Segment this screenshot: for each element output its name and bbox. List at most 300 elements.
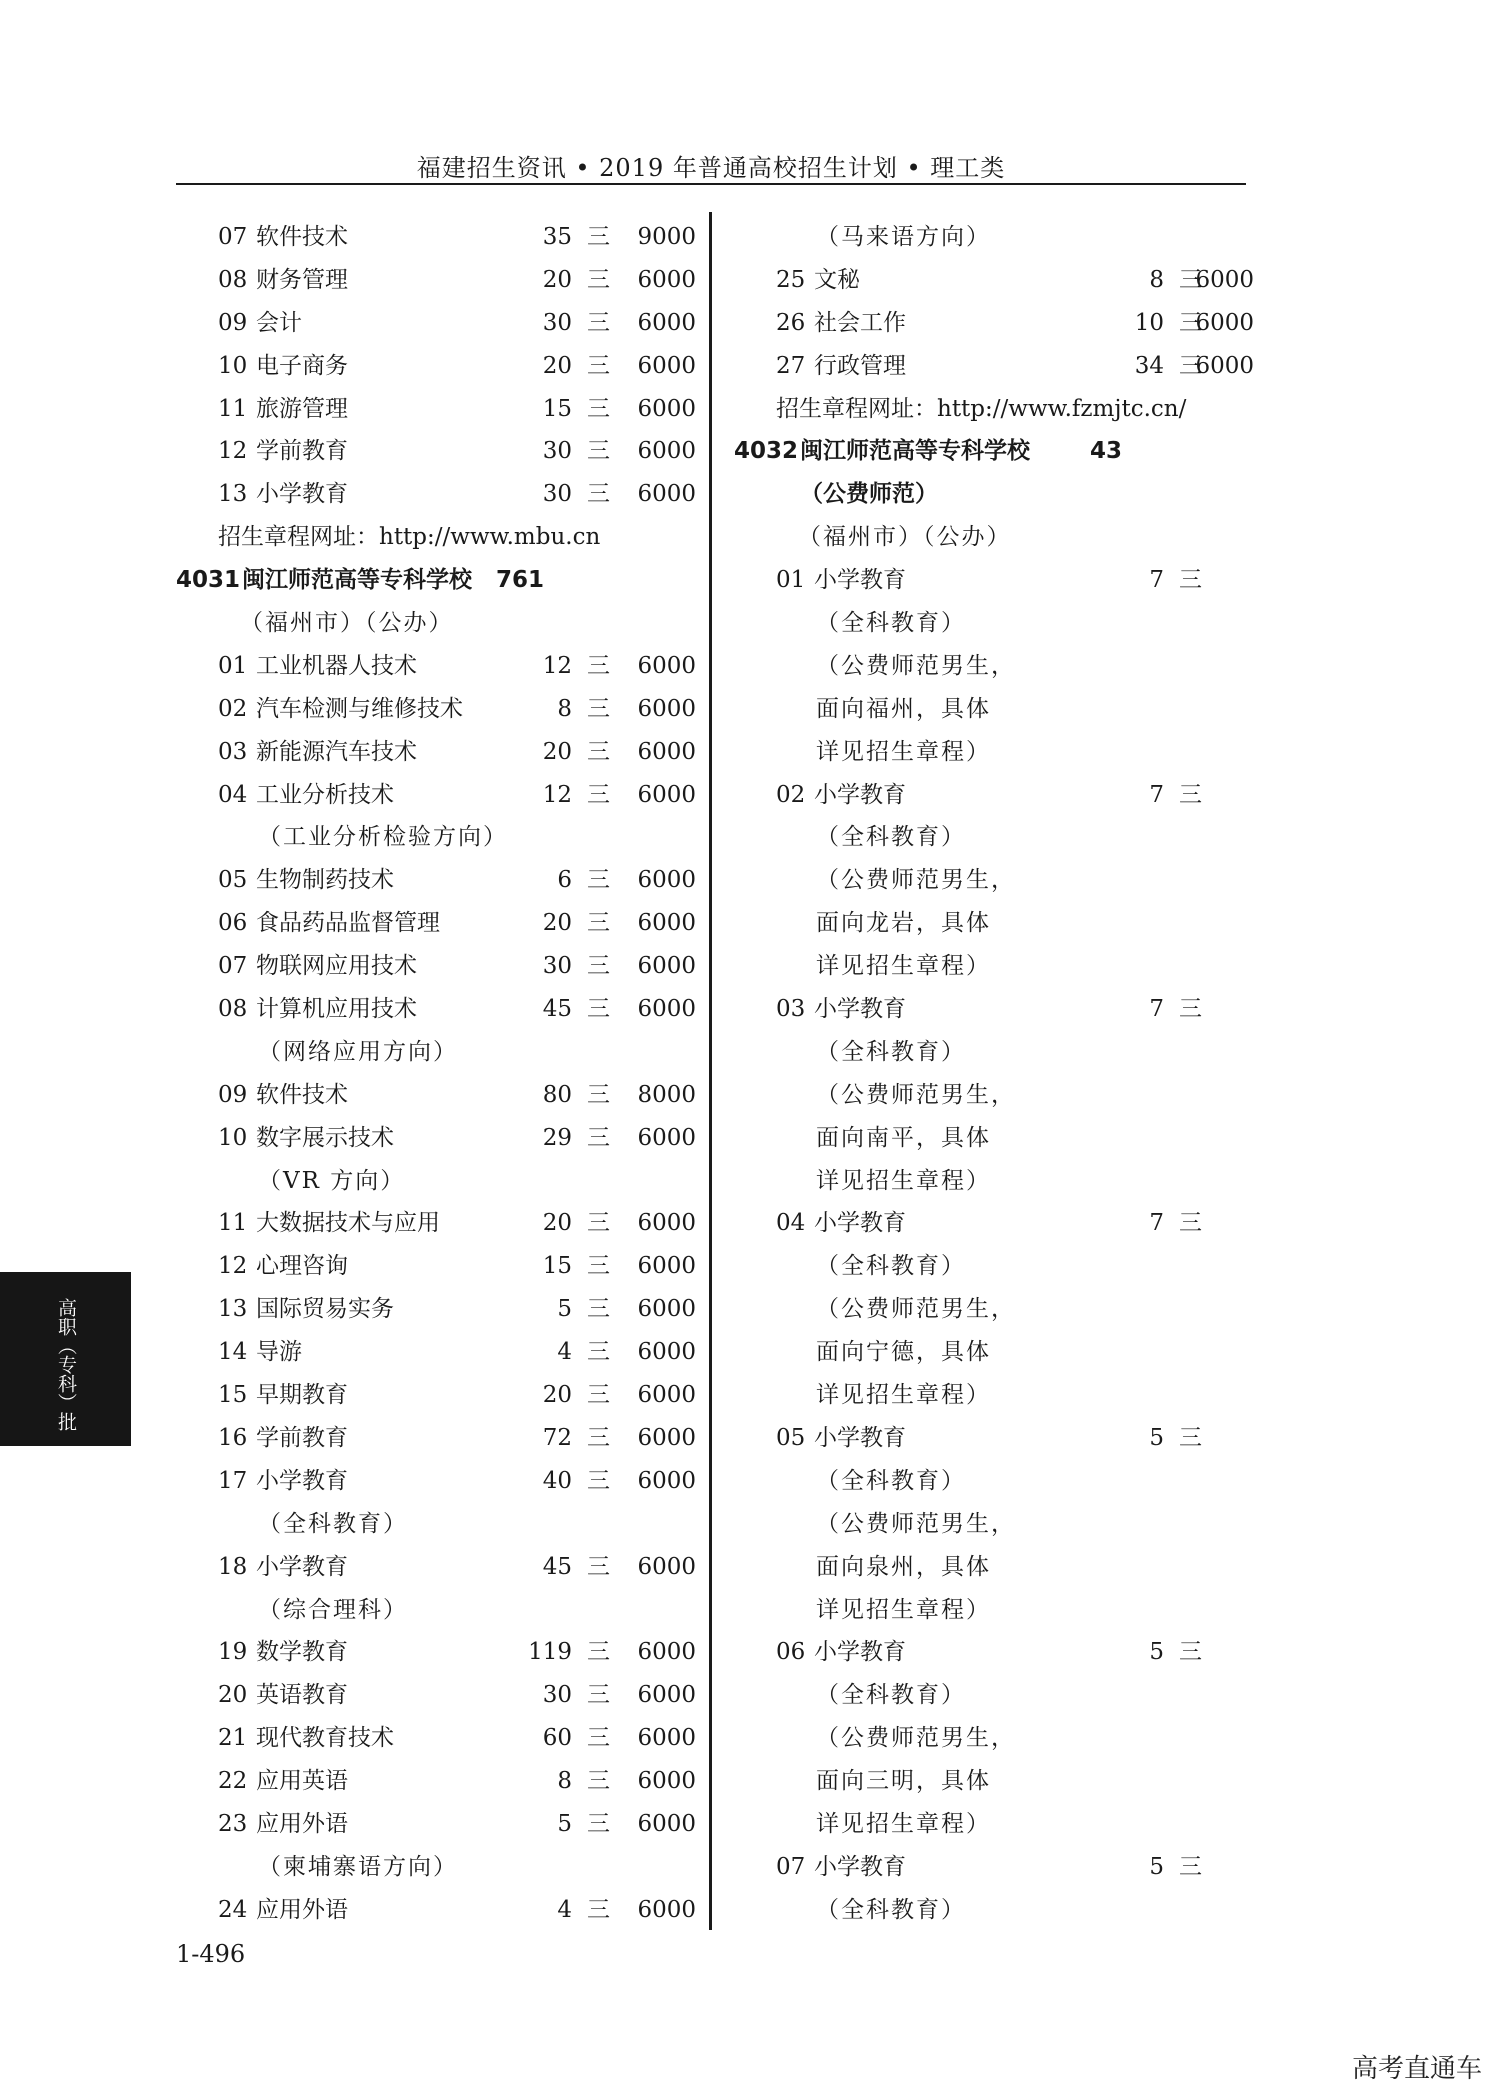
- major-name: 应用英语: [256, 1768, 348, 1795]
- major-years: 三: [587, 266, 610, 293]
- major-code: 06: [776, 1639, 806, 1666]
- major-plan-count: 72: [542, 1424, 572, 1451]
- major-code: 13: [218, 1296, 248, 1323]
- major-fee: 6000: [637, 1639, 696, 1666]
- major-fee: 6000: [637, 910, 696, 937]
- major-fee: 6000: [637, 1896, 696, 1923]
- major-fee: 6000: [637, 1424, 696, 1451]
- major-name: 小学教育: [814, 1210, 906, 1237]
- major-years: 三: [587, 1339, 610, 1366]
- major-name: 汽车检测与维修技术: [256, 695, 463, 722]
- right-column: [734, 216, 1254, 1932]
- side-tab: [0, 1272, 131, 1446]
- major-code: 10: [218, 352, 248, 379]
- major-name: 文秘: [814, 266, 860, 293]
- major-code: 06: [218, 910, 248, 937]
- major-plan-count: 7: [1149, 996, 1164, 1023]
- major-note-row: [734, 1117, 1254, 1160]
- major-name: 小学教育: [814, 1853, 906, 1880]
- major-years: 三: [587, 1553, 610, 1580]
- major-note-row: [734, 602, 1254, 645]
- major-years: 三: [587, 1810, 610, 1837]
- major-years: 三: [1179, 266, 1202, 293]
- major-fee: 6000: [637, 738, 696, 765]
- major-code: 05: [776, 1424, 806, 1451]
- major-years: 三: [587, 781, 610, 808]
- major-note: （公费师范男生，: [816, 867, 1016, 894]
- major-plan-count: 119: [528, 1639, 572, 1666]
- major-fee: 6000: [637, 1682, 696, 1709]
- major-fee: 6000: [637, 1768, 696, 1795]
- major-note: （全科教育）: [816, 610, 966, 637]
- major-fee: 6000: [637, 1382, 696, 1409]
- major-fee: 6000: [637, 1339, 696, 1366]
- major-name: 小学教育: [256, 481, 348, 508]
- major-name: 心理咨询: [256, 1253, 348, 1280]
- major-row: [734, 1202, 1254, 1245]
- major-code: 05: [218, 867, 248, 894]
- major-row: [176, 1245, 696, 1288]
- major-row: [734, 1846, 1254, 1889]
- major-fee: 6000: [637, 438, 696, 465]
- major-code: 04: [218, 781, 248, 808]
- major-note: （网络应用方向）: [258, 1038, 458, 1065]
- major-row: [734, 345, 1254, 388]
- side-tab-label: 高职（专科）批: [55, 1298, 77, 1431]
- major-name: 应用外语: [256, 1896, 348, 1923]
- major-fee: 6000: [637, 996, 696, 1023]
- major-note: （综合理科）: [258, 1596, 408, 1623]
- major-note: （全科教育）: [816, 1682, 966, 1709]
- major-plan-count: 30: [542, 953, 572, 980]
- major-row: [176, 1803, 696, 1846]
- major-years: 三: [1179, 1853, 1202, 1880]
- major-code: 09: [218, 1081, 248, 1108]
- major-code: 11: [218, 1210, 248, 1237]
- charter-url: 招生章程网址：http://www.mbu.cn: [218, 524, 601, 551]
- major-name: 小学教育: [814, 567, 906, 594]
- major-fee: 6000: [637, 309, 696, 336]
- major-row: [176, 1546, 696, 1589]
- major-code: 27: [776, 352, 806, 379]
- major-note: （公费师范男生，: [816, 1081, 1016, 1108]
- major-code: 12: [218, 1253, 248, 1280]
- major-plan-count: 20: [542, 910, 572, 937]
- school-quota: 761: [496, 567, 545, 594]
- major-years: 三: [587, 1382, 610, 1409]
- major-fee: 8000: [637, 1081, 696, 1108]
- major-row: [176, 1717, 696, 1760]
- location-note-row: [176, 602, 696, 645]
- major-plan-count: 40: [542, 1467, 572, 1494]
- major-name: 小学教育: [814, 1424, 906, 1451]
- major-fee: 6000: [637, 1124, 696, 1151]
- major-code: 09: [218, 309, 248, 336]
- major-row: [734, 1417, 1254, 1460]
- major-code: 07: [776, 1853, 806, 1880]
- major-name: 旅游管理: [256, 395, 348, 422]
- major-fee: 6000: [637, 1210, 696, 1237]
- major-note: 面向龙岩，具体: [816, 910, 991, 937]
- major-plan-count: 20: [542, 1382, 572, 1409]
- major-note-row: [734, 1589, 1254, 1632]
- major-years: 三: [587, 1210, 610, 1237]
- major-plan-count: 30: [542, 309, 572, 336]
- major-name: 小学教育: [814, 1639, 906, 1666]
- location-note-row: [734, 516, 1254, 559]
- major-plan-count: 29: [542, 1124, 572, 1151]
- major-fee: 6000: [637, 395, 696, 422]
- major-note-row: [176, 816, 696, 859]
- school-code: 4031: [176, 567, 241, 594]
- major-fee: 6000: [637, 1467, 696, 1494]
- major-code: 20: [218, 1682, 248, 1709]
- major-plan-count: 30: [542, 481, 572, 508]
- major-row: [176, 1288, 696, 1331]
- major-fee: 6000: [637, 781, 696, 808]
- major-row: [176, 388, 696, 431]
- major-plan-count: 8: [1149, 266, 1164, 293]
- major-code: 01: [218, 652, 248, 679]
- major-years: 三: [587, 910, 610, 937]
- major-fee: 6000: [637, 1296, 696, 1323]
- major-code: 15: [218, 1382, 248, 1409]
- major-name: 数字展示技术: [256, 1124, 394, 1151]
- major-row: [176, 345, 696, 388]
- major-code: 16: [218, 1424, 248, 1451]
- major-row: [176, 1760, 696, 1803]
- major-name: 小学教育: [814, 996, 906, 1023]
- major-plan-count: 35: [542, 224, 572, 250]
- major-years: 三: [1179, 1639, 1202, 1666]
- major-plan-count: 20: [542, 1210, 572, 1237]
- major-note-row: [176, 1589, 696, 1632]
- major-years: 三: [587, 1424, 610, 1451]
- major-row: [176, 1202, 696, 1245]
- major-note-row: [734, 1074, 1254, 1117]
- major-name: 国际贸易实务: [256, 1296, 394, 1323]
- charter-url-row: [734, 388, 1254, 431]
- major-plan-count: 4: [557, 1896, 572, 1923]
- major-years: 三: [1179, 1210, 1202, 1237]
- major-years: 三: [587, 652, 610, 679]
- major-years: 三: [587, 481, 610, 508]
- major-row: [176, 1117, 696, 1160]
- major-note-row: [734, 688, 1254, 731]
- major-code: 17: [218, 1467, 248, 1494]
- major-note: （公费师范男生，: [816, 1296, 1016, 1323]
- school-name: 闽江师范高等专科学校: [242, 567, 472, 594]
- major-note: （马来语方向）: [816, 224, 991, 250]
- major-fee: 6000: [637, 1253, 696, 1280]
- major-fee: 6000: [637, 867, 696, 894]
- school-row: [734, 430, 1254, 473]
- major-fee: 6000: [637, 695, 696, 722]
- major-fee: 6000: [637, 266, 696, 293]
- page-number: 1-496: [176, 1940, 246, 1968]
- major-plan-count: 5: [557, 1296, 572, 1323]
- major-note: 面向三明，具体: [816, 1768, 991, 1795]
- major-name: 工业分析技术: [256, 781, 394, 808]
- major-years: 三: [1179, 309, 1202, 336]
- school-name: 闽江师范高等专科学校: [800, 438, 1030, 465]
- major-code: 07: [218, 224, 248, 250]
- major-note-row: [734, 1031, 1254, 1074]
- major-code: 23: [218, 1810, 248, 1837]
- major-plan-count: 7: [1149, 1210, 1164, 1237]
- major-name: 食品药品监督管理: [256, 910, 440, 937]
- major-name: 电子商务: [256, 352, 348, 379]
- major-note-row: [734, 1245, 1254, 1288]
- school-code: 4032: [734, 438, 799, 465]
- major-name: 生物制药技术: [256, 867, 394, 894]
- major-note: （公费师范男生，: [816, 1510, 1016, 1537]
- major-years: 三: [587, 1768, 610, 1795]
- major-note: （公费师范男生，: [816, 652, 1016, 679]
- major-note-row: [734, 1460, 1254, 1503]
- school-note: （公费师范）: [800, 481, 938, 508]
- major-name: 大数据技术与应用: [256, 1210, 440, 1237]
- major-name: 工业机器人技术: [256, 652, 417, 679]
- major-name: 小学教育: [256, 1553, 348, 1580]
- major-years: 三: [587, 1081, 610, 1108]
- major-row: [734, 988, 1254, 1031]
- major-plan-count: 5: [1149, 1639, 1164, 1666]
- major-name: 软件技术: [256, 1081, 348, 1108]
- major-code: 12: [218, 438, 248, 465]
- charter-url-row: [176, 516, 696, 559]
- major-fee: 9000: [637, 224, 696, 250]
- major-plan-count: 20: [542, 738, 572, 765]
- major-name: 会计: [256, 309, 302, 336]
- major-note: （柬埔寨语方向）: [258, 1853, 458, 1880]
- major-note: 详见招生章程）: [816, 738, 991, 765]
- major-code: 24: [218, 1896, 248, 1923]
- major-plan-count: 30: [542, 438, 572, 465]
- major-name: 新能源汽车技术: [256, 738, 417, 765]
- major-plan-count: 7: [1149, 781, 1164, 808]
- location-note: （福州市）（公办）: [798, 524, 1012, 551]
- major-note-row: [176, 1503, 696, 1546]
- major-years: 三: [587, 1639, 610, 1666]
- major-name: 现代教育技术: [256, 1725, 394, 1752]
- major-years: 三: [587, 395, 610, 422]
- major-years: 三: [587, 1896, 610, 1923]
- major-fee: 6000: [637, 1810, 696, 1837]
- major-row: [176, 216, 696, 259]
- school-row: [176, 559, 696, 602]
- major-plan-count: 5: [557, 1810, 572, 1837]
- major-code: 02: [776, 781, 806, 808]
- major-name: 物联网应用技术: [256, 953, 417, 980]
- major-row: [734, 302, 1254, 345]
- major-code: 10: [218, 1124, 248, 1151]
- major-note: （全科教育）: [816, 1467, 966, 1494]
- major-fee: 6000: [1195, 266, 1254, 293]
- major-years: 三: [1179, 996, 1202, 1023]
- major-fee: 6000: [637, 352, 696, 379]
- major-row: [176, 1074, 696, 1117]
- major-years: 三: [1179, 1424, 1202, 1451]
- major-row: [176, 1374, 696, 1417]
- major-name: 学前教育: [256, 1424, 348, 1451]
- major-plan-count: 80: [542, 1081, 572, 1108]
- major-plan-count: 20: [542, 352, 572, 379]
- major-fee: 6000: [1195, 309, 1254, 336]
- major-note: 面向福州，具体: [816, 695, 991, 722]
- major-plan-count: 20: [542, 266, 572, 293]
- page-header-title: 福建招生资讯 • 2019 年普通高校招生计划 • 理工类: [416, 154, 1006, 182]
- major-name: 财务管理: [256, 266, 348, 293]
- major-note-row: [734, 1717, 1254, 1760]
- major-note: （VR 方向）: [258, 1167, 406, 1194]
- major-note-row: [734, 645, 1254, 688]
- major-years: 三: [587, 867, 610, 894]
- major-code: 14: [218, 1339, 248, 1366]
- major-note-row: [734, 1760, 1254, 1803]
- column-divider: [709, 212, 712, 1930]
- major-note-row: [176, 1031, 696, 1074]
- major-row: [734, 774, 1254, 817]
- watermark: 高考直通车: [1351, 2054, 1482, 2084]
- major-plan-count: 8: [557, 1768, 572, 1795]
- major-note: 详见招生章程）: [816, 1596, 991, 1623]
- major-years: 三: [587, 738, 610, 765]
- major-years: 三: [587, 1725, 610, 1752]
- major-note: 详见招生章程）: [816, 1382, 991, 1409]
- major-row: [176, 259, 696, 302]
- major-years: 三: [587, 309, 610, 336]
- major-code: 08: [218, 996, 248, 1023]
- major-note: （工业分析检验方向）: [258, 824, 508, 851]
- major-fee: 6000: [1195, 352, 1254, 379]
- major-code: 03: [776, 996, 806, 1023]
- major-note-row: [734, 816, 1254, 859]
- major-note-row: [734, 1803, 1254, 1846]
- major-code: 19: [218, 1639, 248, 1666]
- major-years: 三: [1179, 567, 1202, 594]
- major-years: 三: [587, 1467, 610, 1494]
- major-plan-count: 45: [542, 1553, 572, 1580]
- major-code: 25: [776, 266, 806, 293]
- major-row: [176, 859, 696, 902]
- major-years: 三: [587, 953, 610, 980]
- major-note-row: [734, 902, 1254, 945]
- major-row: [176, 688, 696, 731]
- major-row: [176, 645, 696, 688]
- major-row: [734, 259, 1254, 302]
- major-note-row: [734, 1889, 1254, 1932]
- major-years: 三: [587, 695, 610, 722]
- major-years: 三: [587, 352, 610, 379]
- school-quota: 43: [1090, 438, 1123, 465]
- major-code: 18: [218, 1553, 248, 1580]
- major-note-row: [734, 731, 1254, 774]
- major-row: [176, 1417, 696, 1460]
- major-fee: 6000: [637, 953, 696, 980]
- major-plan-count: 34: [1134, 352, 1164, 379]
- major-name: 数学教育: [256, 1639, 348, 1666]
- major-note-row: [734, 1503, 1254, 1546]
- major-plan-count: 30: [542, 1682, 572, 1709]
- major-note: （全科教育）: [816, 824, 966, 851]
- major-note: （全科教育）: [258, 1510, 408, 1537]
- major-row: [176, 302, 696, 345]
- major-plan-count: 8: [557, 695, 572, 722]
- header-rule: [176, 183, 1246, 185]
- major-row: [176, 988, 696, 1031]
- major-code: 26: [776, 309, 806, 336]
- major-note-row: [176, 1160, 696, 1203]
- school-note-row: [734, 473, 1254, 516]
- major-name: 社会工作: [814, 309, 906, 336]
- major-code: 21: [218, 1725, 248, 1752]
- major-plan-count: 5: [1149, 1853, 1164, 1880]
- major-plan-count: 12: [542, 781, 572, 808]
- major-plan-count: 6: [557, 867, 572, 894]
- major-note: 详见招生章程）: [816, 953, 991, 980]
- charter-url: 招生章程网址：http://www.fzmjtc.cn/: [776, 395, 1187, 422]
- major-name: 英语教育: [256, 1682, 348, 1709]
- major-years: 三: [1179, 352, 1202, 379]
- major-plan-count: 12: [542, 652, 572, 679]
- major-note-row: [176, 1846, 696, 1889]
- major-code: 04: [776, 1210, 806, 1237]
- major-row: [176, 731, 696, 774]
- major-note: 面向南平，具体: [816, 1124, 991, 1151]
- major-name: 软件技术: [256, 224, 348, 250]
- major-note: （全科教育）: [816, 1038, 966, 1065]
- major-note: 详见招生章程）: [816, 1167, 991, 1194]
- major-note-row: [734, 1374, 1254, 1417]
- major-note: 面向宁德，具体: [816, 1339, 991, 1366]
- major-note-row: [734, 1331, 1254, 1374]
- major-years: 三: [587, 1682, 610, 1709]
- major-row: [734, 1631, 1254, 1674]
- major-note-row: [734, 1674, 1254, 1717]
- major-note: 面向泉州，具体: [816, 1553, 991, 1580]
- major-row: [176, 473, 696, 516]
- major-code: 03: [218, 738, 248, 765]
- major-fee: 6000: [637, 1725, 696, 1752]
- major-fee: 6000: [637, 1553, 696, 1580]
- major-years: 三: [587, 438, 610, 465]
- major-name: 计算机应用技术: [256, 996, 417, 1023]
- major-name: 导游: [256, 1339, 302, 1366]
- major-plan-count: 45: [542, 996, 572, 1023]
- major-note-row: [734, 945, 1254, 988]
- major-years: 三: [587, 1124, 610, 1151]
- major-row: [176, 945, 696, 988]
- major-note: （全科教育）: [816, 1896, 966, 1923]
- major-note: （公费师范男生，: [816, 1725, 1016, 1752]
- major-note: 详见招生章程）: [816, 1810, 991, 1837]
- major-row: [176, 902, 696, 945]
- major-code: 13: [218, 481, 248, 508]
- major-row: [176, 430, 696, 473]
- major-note-row: [734, 859, 1254, 902]
- major-row: [734, 559, 1254, 602]
- major-note-row: [734, 1160, 1254, 1203]
- major-code: 11: [218, 395, 248, 422]
- major-years: 三: [587, 996, 610, 1023]
- major-note: （全科教育）: [816, 1253, 966, 1280]
- major-plan-count: 5: [1149, 1424, 1164, 1451]
- major-plan-count: 7: [1149, 567, 1164, 594]
- major-plan-count: 15: [542, 1253, 572, 1280]
- major-name: 学前教育: [256, 438, 348, 465]
- left-column: [176, 216, 696, 1932]
